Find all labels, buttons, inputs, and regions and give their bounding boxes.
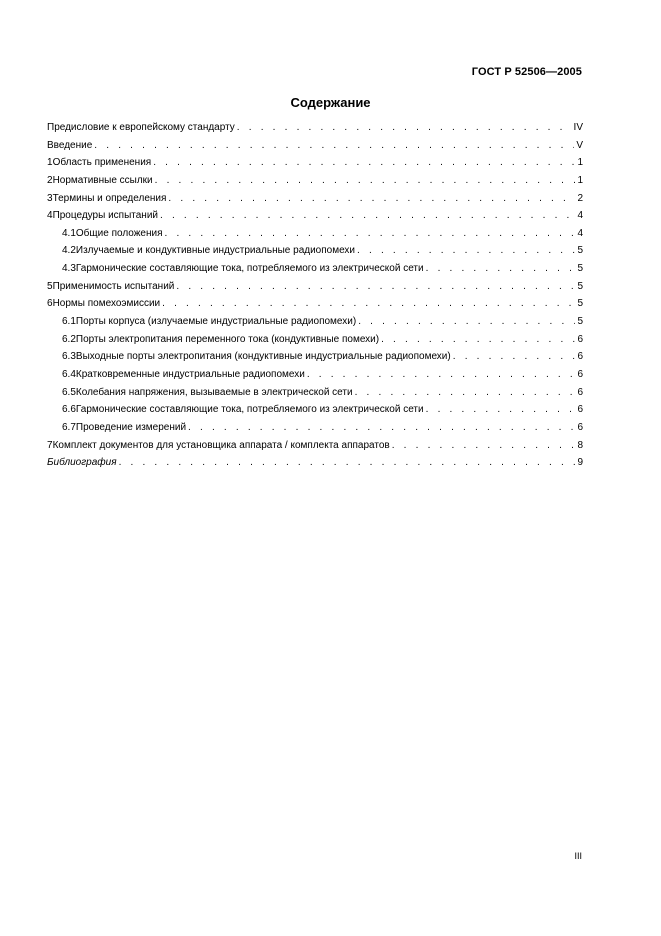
toc-entry-page: 1 [577,174,583,186]
toc-entry[interactable] [47,334,583,352]
toc-entry-label: Порты корпуса (излучаемые индустриальные радиопомехи) [75,316,357,328]
toc-entry-page: 6 [577,333,583,345]
toc-entry-number: 4.3 [62,263,76,275]
toc-entry-page: 6 [577,386,583,398]
toc-entry-label: Область применения [52,157,152,169]
toc-entry-number: 6.2 [62,333,76,345]
toc-entry-page: 2 [577,192,583,204]
toc-entry[interactable] [47,457,583,475]
toc-title: Содержание [290,95,371,110]
toc-entry-label: Проведение измерений [75,421,187,433]
toc-entry-page: 9 [577,457,583,469]
toc-dot-leader [392,440,576,451]
toc-entry-label: Гармонические составляющие тока, потребляемого из электрической сети [75,263,424,275]
page-number: III [574,851,582,861]
toc-entry[interactable] [47,175,583,193]
toc-entry-number: 6.1 [62,316,76,328]
toc-entry[interactable] [47,228,583,246]
toc-entry[interactable] [47,210,583,228]
toc-entry[interactable] [47,440,583,458]
toc-dot-leader [426,263,576,274]
toc-entry-number: 7 [47,439,53,451]
toc-dot-leader [94,140,574,151]
toc-dot-leader [381,334,575,345]
toc-entry-label: Порты электропитания переменного тока (кондуктивные помехи) [75,333,380,345]
toc-entry-number: 6.4 [62,368,76,380]
toc-entry-label: Нормативные ссылки [52,174,153,186]
toc-entry[interactable] [47,369,583,387]
toc-entry-page: 4 [577,227,583,239]
toc-entry-number: 6.7 [62,421,76,433]
toc-entry-label: Применимость испытаний [52,280,175,292]
toc-dot-leader [168,193,575,204]
toc-entry-page: 1 [577,157,583,169]
toc-entry-number: 4 [47,210,53,222]
toc-entry[interactable] [47,157,583,175]
toc-dot-leader [358,316,575,327]
toc-dot-leader [153,157,575,168]
toc-entry[interactable] [47,387,583,405]
toc-entry[interactable] [47,122,583,140]
toc-entry-number: 4.1 [62,227,76,239]
toc-entry-page: 4 [577,210,583,222]
toc-dot-leader [155,175,576,186]
toc-dot-leader [119,457,576,468]
toc-entry-label: Процедуры испытаний [52,210,158,222]
toc-entry-label: Предисловие к европейскому стандарту [47,122,235,133]
toc-entry-label: Комплект документов для установщика аппарата / комплекта аппаратов [52,439,390,451]
toc-entry-number: 3 [47,192,53,204]
toc-entry[interactable] [47,281,583,299]
toc-dot-leader [453,351,576,362]
toc-entry-number: 5 [47,280,53,292]
toc-entry-label: Кратковременные индустриальные радиопомехи [75,368,305,380]
toc-dot-leader [426,404,576,415]
toc-entry-label: Термины и определения [52,192,167,204]
toc-entry[interactable] [47,193,583,211]
toc-entry-label: Излучаемые и кондуктивные индустриальные радиопомехи [75,245,356,257]
toc-entry-number: 6 [47,298,53,310]
toc-dot-leader [355,387,576,398]
toc-entry[interactable] [47,298,583,316]
toc-entry[interactable] [47,422,583,440]
toc-entry-label: Гармонические составляющие тока, потребляемого из электрической сети [75,404,424,416]
toc-dot-leader [188,422,575,433]
toc-dot-leader [357,245,575,256]
toc-entry-page: 5 [577,245,583,257]
toc-entry[interactable] [47,316,583,334]
toc-entry-label: Библиография [47,457,117,469]
toc-entry-page: IV [573,122,583,133]
toc-entry-label: Общие положения [75,227,163,239]
toc-entry-number: 6.5 [62,386,76,398]
toc-entry[interactable] [47,140,583,158]
toc-entry[interactable] [47,245,583,263]
toc-entry-page: V [576,139,583,151]
toc-entry-number: 6.3 [62,351,76,363]
toc-entry-number: 2 [47,174,53,186]
toc-entry[interactable] [47,351,583,369]
toc-entry-page: 5 [577,298,583,310]
toc-entry-page: 5 [577,263,583,275]
toc-dot-leader [162,298,575,309]
toc-entry-page: 6 [577,421,583,433]
toc-dot-leader [160,210,575,221]
toc-dot-leader [237,122,572,133]
toc-entry-number: 4.2 [62,245,76,257]
document-code: ГОСТ Р 52506—2005 [471,66,582,78]
toc-entry-page: 6 [577,351,583,363]
toc-entry-label: Нормы помехоэмиссии [52,298,161,310]
toc-entry[interactable] [47,404,583,422]
toc-entry-number: 6.6 [62,404,76,416]
toc-entry-label: Введение [47,139,93,151]
toc-entry[interactable] [47,263,583,281]
toc-entry-page: 6 [577,368,583,380]
toc-entry-page: 5 [577,316,583,328]
toc-entry-page: 8 [577,439,583,451]
toc-entry-number: 1 [47,157,53,169]
toc-entry-label: Выходные порты электропитания (кондуктивные индустриальные радиопомехи) [75,351,451,363]
toc-dot-leader [176,281,575,292]
toc-entry-label: Колебания напряжения, вызываемые в электрической сети [75,386,353,398]
toc-entry-page: 6 [577,404,583,416]
toc-entry-page: 5 [577,280,583,292]
table-of-contents [47,122,583,475]
toc-dot-leader [307,369,576,380]
toc-dot-leader [165,228,576,239]
